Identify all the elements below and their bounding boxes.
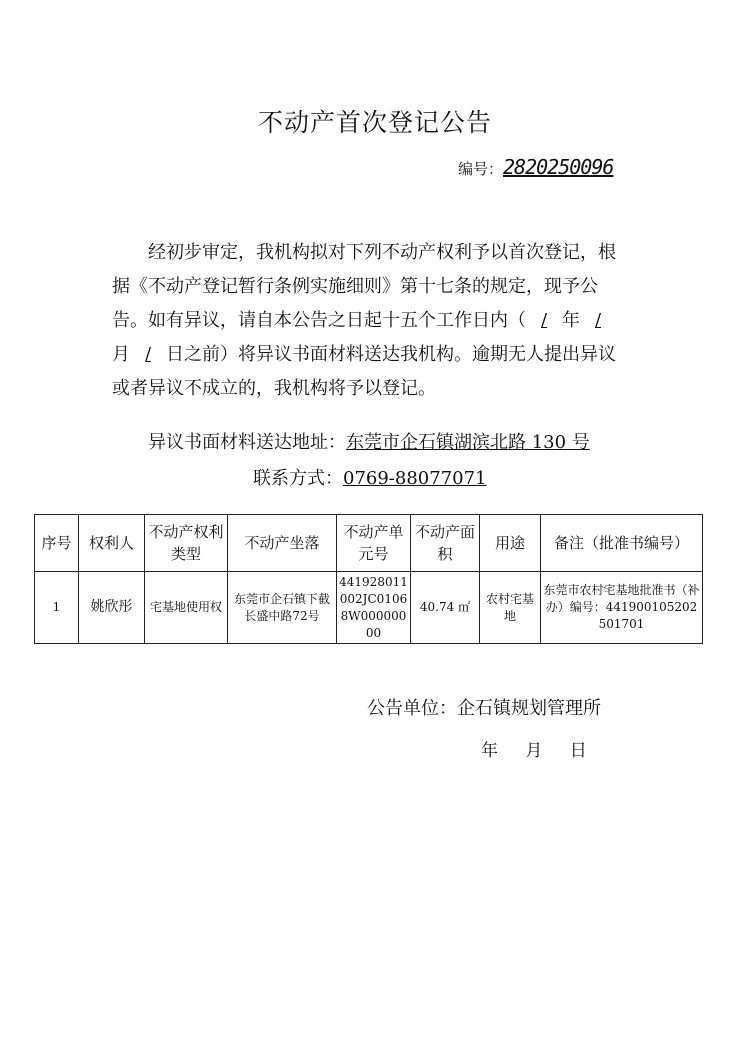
header-owner: 权利人 — [79, 515, 145, 572]
number-label: 编号： — [458, 160, 504, 178]
header-remarks: 备注（批准书编号） — [541, 515, 703, 572]
contact-label: 联系方式： — [253, 468, 343, 489]
cell-remarks: 东莞市农村宅基地批准书（补办）编号：441900105202501701 — [541, 572, 703, 644]
blank-day: / — [144, 344, 152, 365]
header-index: 序号 — [35, 515, 79, 572]
cell-owner: 姚欣彤 — [79, 572, 145, 644]
cell-location: 东莞市企石镇下截长盛中路72号 — [228, 572, 337, 644]
issuing-unit: 公告单位：企石镇规划管理所 — [367, 698, 601, 719]
label-month: 月 — [112, 344, 130, 365]
header-area: 不动产面积 — [411, 515, 480, 572]
address-line — [148, 428, 590, 454]
cell-usage: 农村宅基地 — [480, 572, 541, 644]
blank-year: / — [540, 310, 548, 331]
contact-line — [253, 464, 487, 490]
number-value: 2820250096 — [503, 155, 614, 179]
table-header-row — [35, 515, 703, 572]
date-line: 年 月 日 — [481, 741, 587, 761]
paragraph-part1: 经初步审定，我机构拟对下列不动产权利予以首次登记，根据《不动产登记暂行条例实施细则》第十七条的规定，现予公告。如有异议，请自本公告之日起十五个工作日内（ — [112, 242, 616, 331]
address-label: 异议书面材料送达地址： — [148, 432, 346, 453]
cell-right-type: 宅基地使用权 — [145, 572, 228, 644]
table-row — [35, 572, 703, 644]
header-location: 不动产坐落 — [228, 515, 337, 572]
blank-month: / — [594, 310, 602, 331]
paragraph-part2: 日之前）将异议书面材料送达我机构。逾期无人提出异议或者异议不成立的，我机构将予以登记。 — [112, 344, 616, 399]
contact-value: 0769-88077071 — [343, 468, 487, 489]
cell-unit-number: 441928011002JC01068W00000000 — [337, 572, 411, 644]
document-number — [458, 155, 613, 179]
label-year: 年 — [562, 310, 580, 331]
header-right-type: 不动产权利类型 — [145, 515, 228, 572]
document-title: 不动产首次登记公告 — [257, 108, 492, 137]
cell-area: 40.74 ㎡ — [411, 572, 480, 644]
notice-paragraph — [112, 236, 632, 406]
header-unit-number: 不动产单元号 — [337, 515, 411, 572]
address-value: 东莞市企石镇湖滨北路 130 号 — [346, 432, 590, 453]
cell-index: 1 — [35, 572, 79, 644]
registration-table — [34, 514, 703, 644]
header-usage: 用途 — [480, 515, 541, 572]
